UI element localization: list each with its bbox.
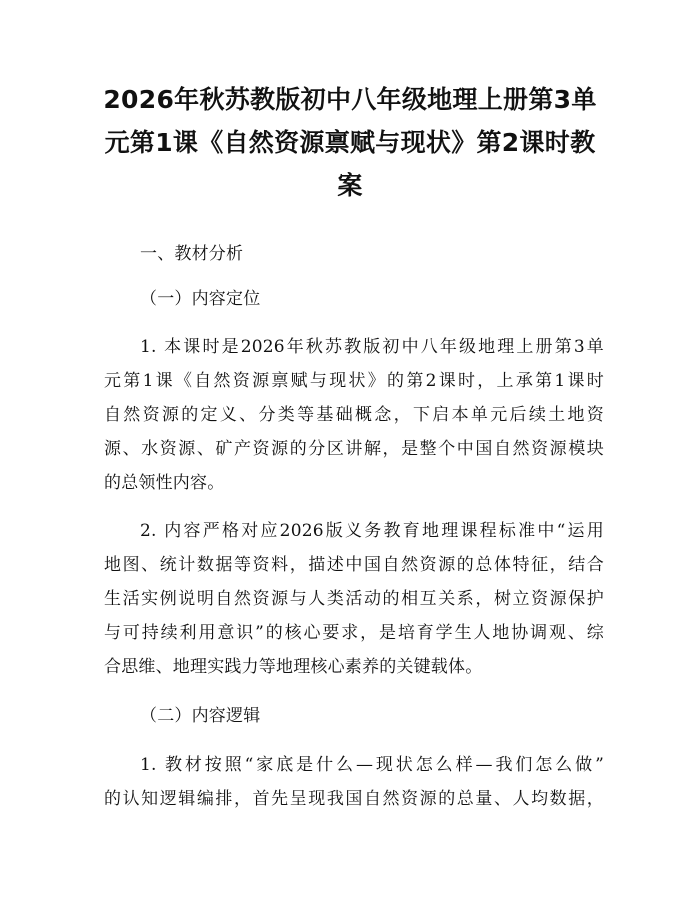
paragraph-2-line-5: 合思维、地理实践力等地理核心素养的关键载体。 [104, 657, 483, 677]
subsection-heading-content-logic: （二）内容逻辑 [140, 706, 261, 726]
paragraph-1-line-1: 1. 本课时是2026年秋苏教版初中八年级地理上册第3单 [140, 337, 604, 357]
section-heading-materials-analysis: 一、教材分析 [140, 244, 244, 264]
paragraph-1-line-2: 元第1课《自然资源禀赋与现状》的第2课时，上承第1课时 [104, 371, 604, 391]
paragraph-3-line-2: 的认知逻辑编排，首先呈现我国自然资源的总量、人均数据， [104, 789, 604, 809]
paragraph-1-line-5: 的总领性内容。 [104, 473, 225, 493]
paragraph-2-line-1: 2. 内容严格对应2026版义务教育地理课程标准中“运用 [140, 521, 604, 541]
subsection-heading-content-positioning: （一）内容定位 [140, 289, 261, 309]
paragraph-2-line-2: 地图、统计数据等资料，描述中国自然资源的总体特征，结合 [104, 555, 604, 575]
paragraph-1-line-4: 源、水资源、矿产资源的分区讲解，是整个中国自然资源模块 [104, 439, 604, 459]
paragraph-3-line-1: 1. 教材按照“家底是什么—现状怎么样—我们怎么做” [140, 755, 604, 775]
paragraph-2-line-3: 生活实例说明自然资源与人类活动的相互关系，树立资源保护 [104, 589, 604, 609]
paragraph-2-line-4: 与可持续利用意识”的核心要求，是培育学生人地协调观、综 [104, 623, 604, 643]
paragraph-1-line-3: 自然资源的定义、分类等基础概念，下启本单元后续土地资 [104, 405, 604, 425]
document-title: 2026年秋苏教版初中八年级地理上册第3单元第1课《自然资源禀赋与现状》第2课时教案 [103, 85, 597, 200]
